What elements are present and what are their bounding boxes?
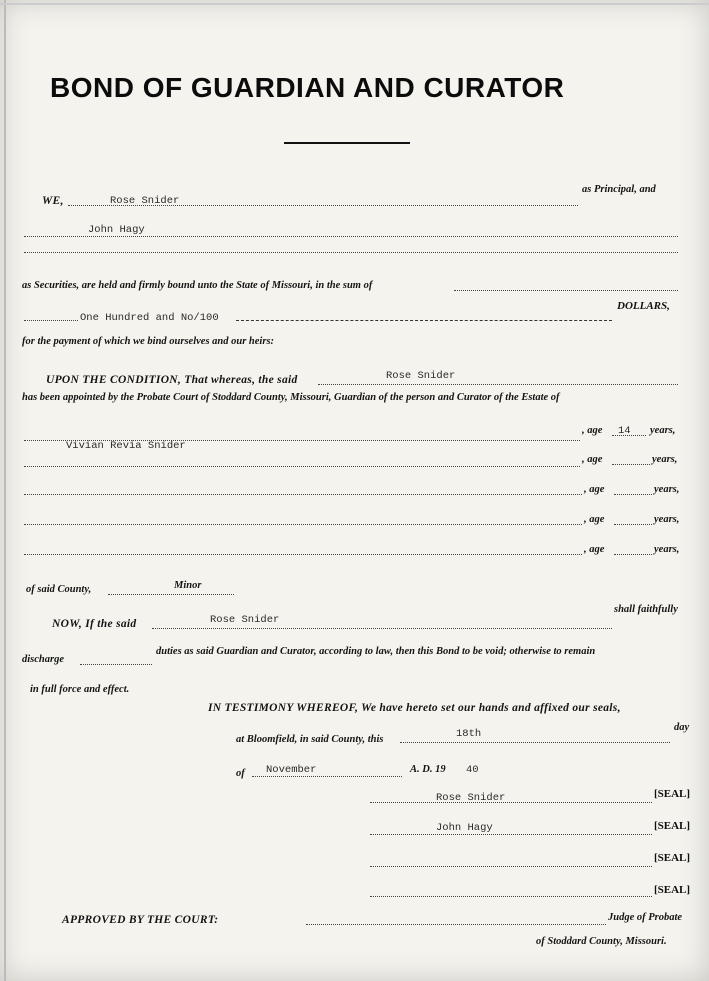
security-line-1 bbox=[24, 236, 678, 237]
day-value: 18th bbox=[456, 728, 482, 740]
seal-3: [SEAL] bbox=[654, 852, 691, 864]
ward-age-label-2: , age bbox=[582, 454, 603, 465]
ward-name-1: Vivian Revia Snider bbox=[66, 440, 186, 452]
ward-age-label-1: , age bbox=[582, 425, 603, 436]
signature-line-1 bbox=[370, 802, 652, 803]
minor-label: Minor bbox=[174, 580, 202, 591]
shall-text: shall faithfully bbox=[614, 604, 678, 615]
we-label: WE, bbox=[42, 195, 64, 207]
judge-line bbox=[306, 924, 606, 925]
now-text: NOW, If the said bbox=[52, 618, 137, 630]
ward-years-label-5: years, bbox=[654, 544, 680, 555]
seal-2: [SEAL] bbox=[654, 820, 691, 832]
condition-name: Rose Snider bbox=[386, 370, 456, 382]
ward-line-4 bbox=[24, 524, 582, 525]
signature-line-4 bbox=[370, 896, 652, 897]
signature-line-3 bbox=[370, 866, 652, 867]
at-text: at Bloomfield, in said County, this bbox=[236, 734, 384, 745]
ward-age-dots-3 bbox=[614, 494, 652, 495]
document-title: BOND OF GUARDIAN AND CURATOR bbox=[50, 72, 565, 103]
county-label: of said County, bbox=[26, 584, 92, 595]
ward-age-dots-5 bbox=[614, 554, 652, 555]
day-label: day bbox=[674, 722, 690, 733]
dollars-label: DOLLARS, bbox=[617, 300, 670, 312]
force-text: in full force and effect. bbox=[30, 684, 130, 695]
payment-text: for the payment of which we bind ourselves and our heirs: bbox=[22, 336, 275, 347]
sum-amount: One Hundred and No/100 bbox=[80, 312, 219, 324]
minor-dots bbox=[108, 594, 234, 595]
signature-1: Rose Snider bbox=[436, 792, 506, 804]
principal-suffix: as Principal, and bbox=[582, 184, 656, 195]
ward-age-label-5: , age bbox=[584, 544, 605, 555]
county-court-text: of Stoddard County, Missouri. bbox=[536, 936, 667, 947]
sum-line-1 bbox=[454, 290, 678, 291]
sum-lead-dots bbox=[24, 320, 78, 321]
ward-years-label-1: years, bbox=[650, 425, 676, 436]
seal-1: [SEAL] bbox=[654, 788, 691, 800]
appointed-text: has been appointed by the Probate Court of Stoddard County, Missouri, Guardian of the person and Curator of the Estate of bbox=[22, 392, 560, 403]
discharge-dots bbox=[80, 664, 152, 665]
title-underline bbox=[284, 142, 410, 144]
signature-line-2 bbox=[370, 834, 652, 835]
approved-text: APPROVED BY THE COURT: bbox=[62, 914, 219, 926]
signature-2: John Hagy bbox=[436, 822, 493, 834]
ward-line-3 bbox=[24, 494, 582, 495]
ward-years-label-2: years, bbox=[652, 454, 678, 465]
ad-label: A. D. 19 bbox=[410, 764, 446, 775]
seal-4: [SEAL] bbox=[654, 884, 691, 896]
ward-age-label-3: , age bbox=[584, 484, 605, 495]
now-name: Rose Snider bbox=[210, 614, 280, 626]
condition-line bbox=[318, 384, 678, 385]
principal-name: Rose Snider bbox=[110, 195, 180, 207]
page-edge-top bbox=[0, 3, 709, 5]
of-label: of bbox=[236, 768, 245, 779]
page-edge-left bbox=[4, 0, 6, 981]
month-value: November bbox=[266, 764, 317, 776]
testimony-text: IN TESTIMONY WHEREOF, We have hereto set our hands and affixed our seals, bbox=[208, 702, 621, 714]
ward-age-dots-2 bbox=[612, 464, 650, 465]
year-value: 40 bbox=[466, 764, 479, 776]
ward-age-1: 14 bbox=[618, 425, 631, 437]
day-line bbox=[400, 742, 670, 743]
month-line bbox=[252, 776, 402, 777]
ward-years-label-3: years, bbox=[654, 484, 680, 495]
securities-text: as Securities, are held and firmly bound unto the State of Missouri, in the sum of bbox=[22, 280, 373, 291]
security-name: John Hagy bbox=[88, 224, 145, 236]
now-line bbox=[152, 628, 612, 629]
sum-dash-line bbox=[236, 320, 612, 321]
ward-years-label-4: years, bbox=[654, 514, 680, 525]
ward-line-5 bbox=[24, 554, 582, 555]
security-line-2 bbox=[24, 252, 678, 253]
ward-age-dots-4 bbox=[614, 524, 652, 525]
condition-text: UPON THE CONDITION, That whereas, the said bbox=[46, 374, 298, 386]
ward-age-label-4: , age bbox=[584, 514, 605, 525]
duties-text: duties as said Guardian and Curator, according to law, then this Bond to be void; otherwise to remain bbox=[156, 646, 596, 657]
discharge-label: discharge bbox=[22, 654, 64, 665]
ward-age-dots-1 bbox=[612, 435, 646, 436]
judge-text: Judge of Probate bbox=[608, 912, 683, 923]
ward-line-2 bbox=[24, 466, 580, 467]
